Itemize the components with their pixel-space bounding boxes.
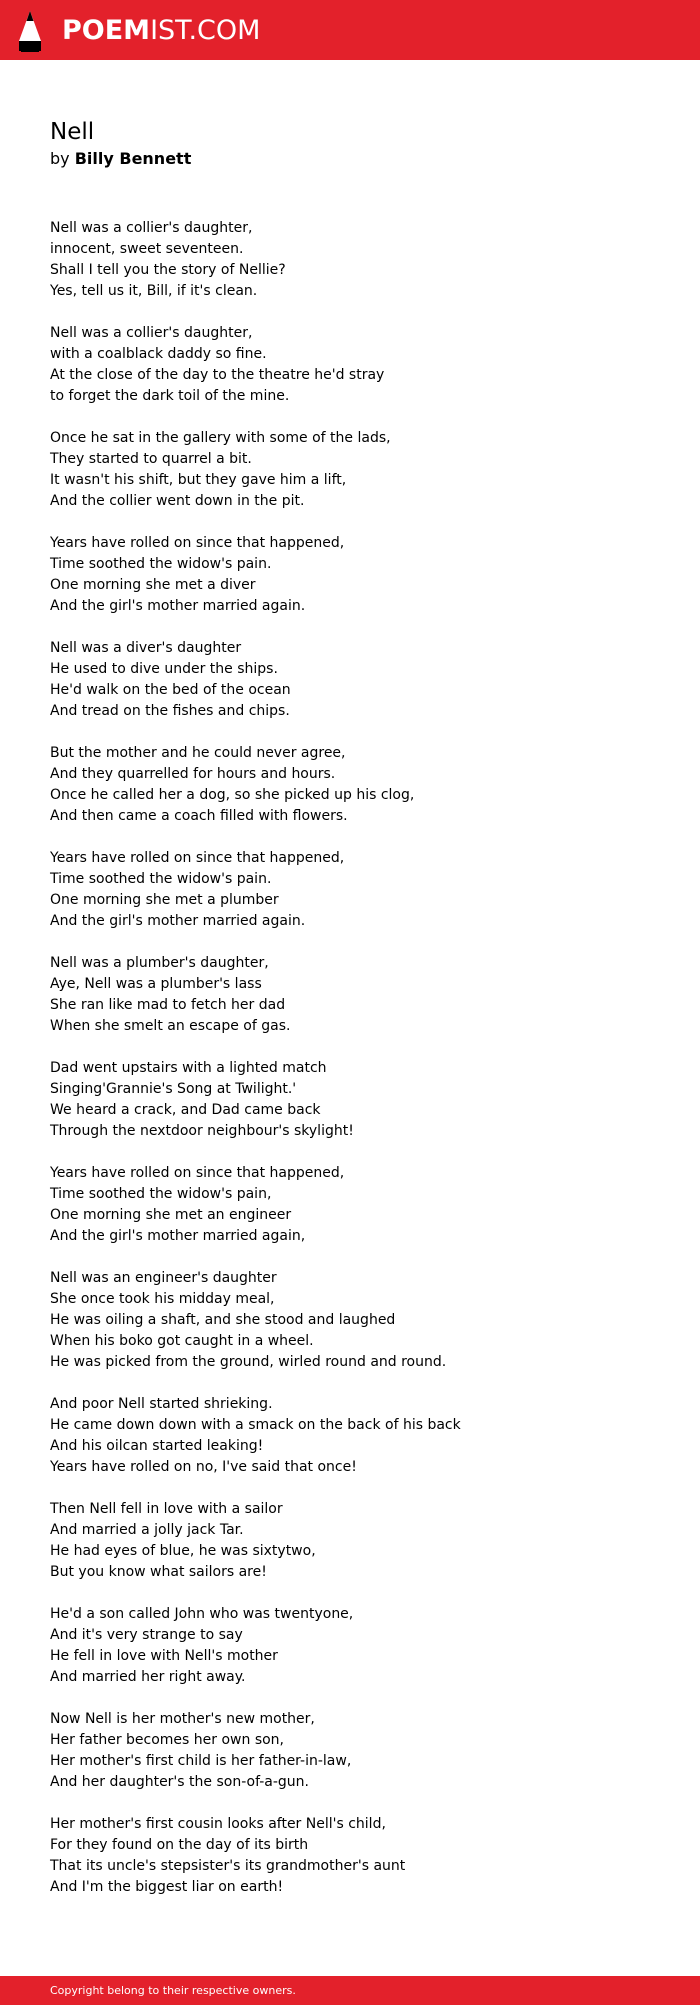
poem-line: One morning she met an engineer: [50, 1207, 292, 1223]
poem-line: Years have rolled on since that happened,: [50, 1165, 345, 1181]
poem-line: He had eyes of blue, he was sixtytwo,: [50, 1543, 316, 1559]
poem-line: And the girl's mother married again.: [50, 598, 306, 614]
poem-line: Nell was a collier's daughter,: [50, 325, 253, 341]
poem-byline: [50, 148, 191, 170]
poem-line: with a coalblack daddy so fine.: [50, 346, 267, 362]
poem-line: He was oiling a shaft, and she stood and laughed: [50, 1312, 396, 1328]
poem-line: Aye, Nell was a plumber's lass: [50, 976, 262, 992]
poem-stanza: [50, 848, 670, 932]
site-logo-text: [62, 10, 260, 52]
poem-line: Time soothed the widow's pain,: [50, 1186, 272, 1202]
site-footer: [0, 1976, 700, 2005]
site-header: [0, 0, 700, 60]
poem-line: When she smelt an escape of gas.: [50, 1018, 291, 1034]
poem-line: And married a jolly jack Tar.: [50, 1522, 244, 1538]
poem-line: She once took his midday meal,: [50, 1291, 275, 1307]
poem-line: Then Nell fell in love with a sailor: [50, 1501, 283, 1517]
poem-line: Dad went upstairs with a lighted match: [50, 1060, 327, 1076]
poem-line: Time soothed the widow's pain.: [50, 871, 272, 887]
poem-stanza: [50, 1394, 670, 1478]
poem-line: Nell was a collier's daughter,: [50, 220, 253, 236]
poem-line: When his boko got caught in a wheel.: [50, 1333, 314, 1349]
pencil-icon: [18, 10, 42, 52]
poem-line: And married her right away.: [50, 1669, 246, 1685]
poem-line: At the close of the day to the theatre he'd stray: [50, 367, 385, 383]
poem-line: Years have rolled on since that happened,: [50, 850, 345, 866]
poem-stanza: [50, 533, 670, 617]
poem-line: Nell was a diver's daughter: [50, 640, 242, 656]
poem-line: Singing'Grannie's Song at Twilight.': [50, 1081, 297, 1097]
poem-author-link[interactable]: Billy Bennett: [74, 149, 192, 168]
poem-stanza: [50, 743, 670, 827]
poem-line: And then came a coach filled with flowers.: [50, 808, 348, 824]
poem-line: He used to dive under the ships.: [50, 661, 278, 677]
poem-stanza: [50, 953, 670, 1037]
logo-text-light: IST.COM: [150, 15, 261, 46]
poem-line: Her mother's first child is her father-in-law,: [50, 1753, 352, 1769]
poem-line: One morning she met a plumber: [50, 892, 279, 908]
poem-line: He'd walk on the bed of the ocean: [50, 682, 291, 698]
poem-line: And the collier went down in the pit.: [50, 493, 305, 509]
poem-line: Now Nell is her mother's new mother,: [50, 1711, 315, 1727]
poem-line: Nell was a plumber's daughter,: [50, 955, 269, 971]
poem-line: Time soothed the widow's pain.: [50, 556, 272, 572]
poem-line: And poor Nell started shrieking.: [50, 1396, 273, 1412]
poem-line: He was picked from the ground, wirled round and round.: [50, 1354, 447, 1370]
poem-line: Shall I tell you the story of Nellie?: [50, 262, 286, 278]
poem-stanza: [50, 1499, 670, 1583]
poem-line: And they quarrelled for hours and hours.: [50, 766, 336, 782]
poem-line: Once he sat in the gallery with some of the lads,: [50, 430, 391, 446]
poem-line: One morning she met a diver: [50, 577, 256, 593]
poem-line: He'd a son called John who was twentyone,: [50, 1606, 354, 1622]
poem-stanza: [50, 1814, 670, 1898]
poem-line: Years have rolled on no, I've said that once!: [50, 1459, 357, 1475]
poem-stanza: [50, 323, 670, 407]
poem-line: It wasn't his shift, but they gave him a lift,: [50, 472, 347, 488]
poem-line: And the girl's mother married again.: [50, 913, 306, 929]
poem-line: He came down down with a smack on the back of his back: [50, 1417, 461, 1433]
copyright-text: Copyright belong to their respective owners.: [50, 1984, 296, 1997]
poem-stanza: [50, 1058, 670, 1142]
poem-stanza: [50, 218, 670, 302]
poem-stanza: [50, 428, 670, 512]
poem-line: Years have rolled on since that happened,: [50, 535, 345, 551]
poem-line: Through the nextdoor neighbour's skylight!: [50, 1123, 354, 1139]
poem-line: And I'm the biggest liar on earth!: [50, 1879, 284, 1895]
poem-body: [50, 218, 670, 1919]
poem-line: He fell in love with Nell's mother: [50, 1648, 278, 1664]
poem-line: Once he called her a dog, so she picked up his clog,: [50, 787, 415, 803]
poem-line: And it's very strange to say: [50, 1627, 243, 1643]
poem-line: But you know what sailors are!: [50, 1564, 267, 1580]
poem-line: Nell was an engineer's daughter: [50, 1270, 277, 1286]
poem-line: And his oilcan started leaking!: [50, 1438, 264, 1454]
poem-line: And her daughter's the son-of-a-gun.: [50, 1774, 309, 1790]
poem-line: to forget the dark toil of the mine.: [50, 388, 290, 404]
poem-line: Yes, tell us it, Bill, if it's clean.: [50, 283, 258, 299]
poem-line: She ran like mad to fetch her dad: [50, 997, 286, 1013]
poem-line: And tread on the fishes and chips.: [50, 703, 290, 719]
poem-stanza: [50, 1163, 670, 1247]
poem-stanza: [50, 1604, 670, 1688]
poem-line: But the mother and he could never agree,: [50, 745, 346, 761]
poem-title: Nell: [50, 119, 95, 145]
byline-prefix: by: [50, 149, 70, 168]
poem-stanza: [50, 638, 670, 722]
poem-line: We heard a crack, and Dad came back: [50, 1102, 321, 1118]
site-logo-link[interactable]: [18, 10, 260, 52]
poem-line: That its uncle's stepsister's its grandmother's aunt: [50, 1858, 406, 1874]
poem-line: And the girl's mother married again,: [50, 1228, 306, 1244]
poem-line: For they found on the day of its birth: [50, 1837, 309, 1853]
poem-line: They started to quarrel a bit.: [50, 451, 252, 467]
poem-line: innocent, sweet seventeen.: [50, 241, 244, 257]
poem-line: Her mother's first cousin looks after Nell's child,: [50, 1816, 386, 1832]
poem-line: Her father becomes her own son,: [50, 1732, 285, 1748]
poem-stanza: [50, 1268, 670, 1373]
poem-stanza: [50, 1709, 670, 1793]
logo-text-bold: POEM: [62, 15, 151, 46]
